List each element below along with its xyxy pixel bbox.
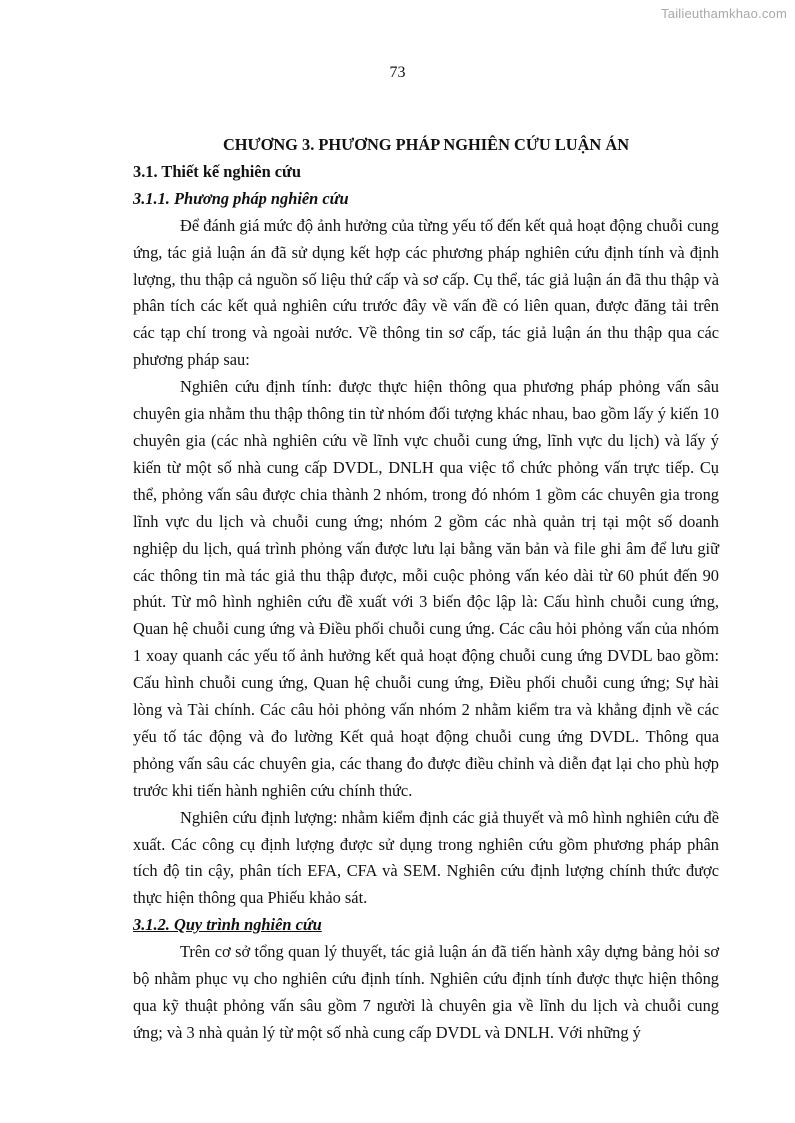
page-number: 73: [389, 64, 406, 81]
subsection-heading-process: [133, 912, 719, 939]
paragraph-quantitative: Nghiên cứu định lượng: nhằm kiểm định các giả thuyết và mô hình nghiên cứu đề xuất. Các công cụ định lượng được sử dụng trong nghiên cứu gồm phương pháp phân tích độ tin cậy, phân tích EFA, CFA và SEM. Nghiên cứu định lượng chính thức được thực hiện thông qua Phiếu khảo sát.: [133, 807, 719, 908]
document-body: [133, 132, 719, 1047]
chapter-title: CHƯƠNG 3. PHƯƠNG PHÁP NGHIÊN CỨU LUẬN ÁN: [222, 135, 630, 154]
paragraph-qualitative: Nghiên cứu định tính: được thực hiện thông qua phương pháp phỏng vấn sâu chuyên gia nhằm thu thập thông tin từ nhóm đối tượng khác nhau, bao gồm lấy ý kiến 10 chuyên gia (các nhà nghiên cứu về lĩnh vực chuỗi cung ứng, lĩnh vực du lịch) và lấy ý kiến từ một số nhà cung cấp DVDL, DNLH qua việc tổ chức phỏng vấn trực tiếp. Cụ thể, phỏng vấn sâu được chia thành 2 nhóm, trong đó nhóm 1 gồm các chuyên gia trong lĩnh vực du lịch và chuỗi cung ứng; nhóm 2 gồm các nhà quản trị tại một số doanh nghiệp du lịch, quá trình phỏng vấn được lưu lại bằng văn bản và file ghi âm để lưu giữ các thông tin mà tác giả thu thập được, mỗi cuộc phỏng vấn kéo dài từ 60 phút đến 90 phút. Từ mô hình nghiên cứu đề xuất với 3 biến độc lập là: Cấu hình chuỗi cung ứng, Quan hệ chuỗi cung ứng và Điều phối chuỗi cung ứng. Các câu hỏi phỏng vấn của nhóm 1 xoay quanh các yếu tố ảnh hưởng kết quả hoạt động chuỗi cung ứng DVDL bao gồm: Cấu hình chuỗi cung ứng, Quan hệ chuỗi cung ứng, Điều phối chuỗi cung ứng; Sự hài lòng và Tài chính. Các câu hỏi phỏng vấn nhóm 2 nhằm kiểm tra và khẳng định về các yếu tố tác động và đo lường Kết quả hoạt động chuỗi cung ứng DVDL. Thông qua phỏng vấn sâu các chuyên gia, các thang đo được điều chỉnh và diễn đạt lại cho phù hợp trước khi tiến hành nghiên cứu chính thức.: [133, 377, 719, 800]
watermark: Tailieuthamkhao.com: [661, 6, 787, 21]
paragraph-overview: Để đánh giá mức độ ảnh hưởng của từng yếu tố đến kết quả hoạt động chuỗi cung ứng, tác giả luận án đã sử dụng kết hợp các phương pháp nghiên cứu định tính và định lượng, thu thập cả nguồn số liệu thứ cấp và sơ cấp. Cụ thể, tác giả luận án đã thu thập và phân tích các kết quả nghiên cứu trước đây về vấn đề có liên quan, được đăng tải trên các tạp chí trong và ngoài nước. Về thông tin sơ cấp, tác giả luận án thu thập qua các phương pháp sau:: [133, 215, 719, 370]
subsection-heading-process-text: 3.1.2. Quy trình nghiên cứu: [133, 915, 322, 935]
subsection-heading-methods: 3.1.1. Phương pháp nghiên cứu: [133, 188, 349, 208]
paragraph-process: Trên cơ sở tổng quan lý thuyết, tác giả luận án đã tiến hành xây dựng bảng hỏi sơ bộ nhằm phục vụ cho nghiên cứu định tính. Nghiên cứu định tính được thực hiện thông qua kỹ thuật phỏng vấn sâu gồm 7 người là chuyên gia về lĩnh du lịch và chuỗi cung ứng; và 3 nhà quản lý từ một số nhà cung cấp DVDL và DNLH. Với những ý: [133, 942, 719, 1042]
section-heading: 3.1. Thiết kế nghiên cứu: [133, 161, 302, 181]
